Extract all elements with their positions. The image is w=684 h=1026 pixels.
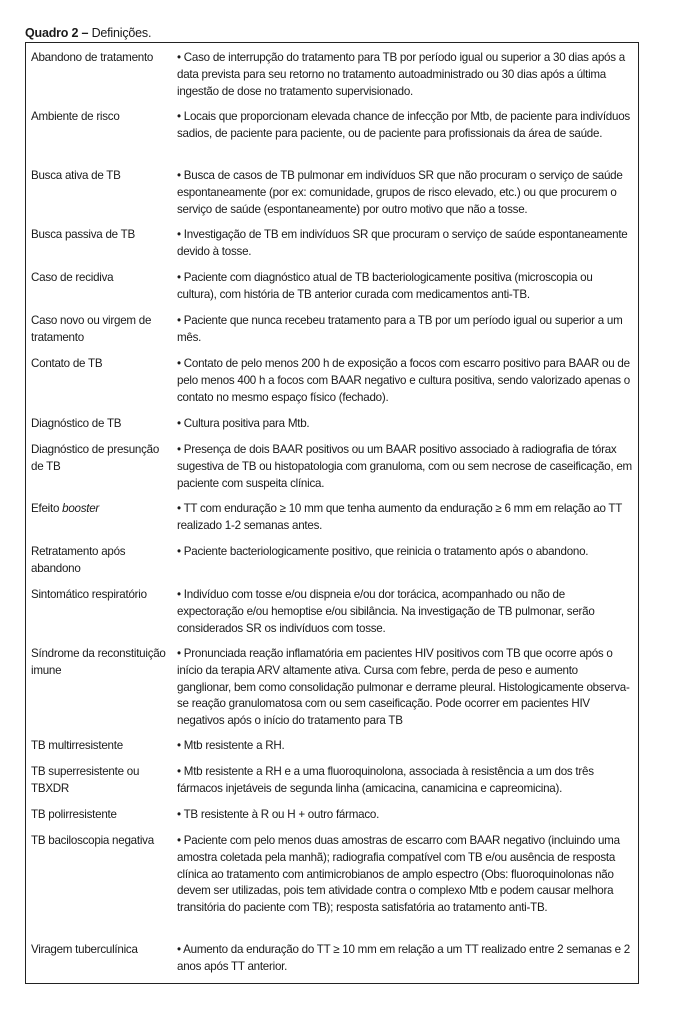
row-term: Contato de TB bbox=[31, 357, 103, 370]
table-row bbox=[26, 168, 638, 227]
table-row bbox=[26, 416, 638, 442]
row-term: Síndrome da reconstituição imune bbox=[31, 647, 166, 677]
row-term: Viragem tuberculínica bbox=[31, 943, 138, 956]
table-caption bbox=[25, 26, 151, 40]
table-row bbox=[26, 442, 638, 501]
row-definition: • Mtb resistente a RH. bbox=[177, 739, 285, 752]
table-row bbox=[26, 356, 638, 416]
row-term: Busca passiva de TB bbox=[31, 228, 135, 241]
table-row bbox=[26, 807, 638, 833]
row-term: Abandono de tratamento bbox=[31, 51, 154, 64]
row-term: Ambiente de risco bbox=[31, 110, 120, 123]
row-term: TB superresistente ou TBXDR bbox=[31, 765, 140, 795]
row-definition: • Mtb resistente a RH e a uma fluoroquinolona, associada à resistência a um dos três fármacos injetáveis de segunda linha (amicacina, canamicina e capreomicina). bbox=[177, 765, 594, 795]
table-row bbox=[26, 109, 638, 168]
table-row bbox=[26, 50, 638, 109]
row-term: Busca ativa de TB bbox=[31, 169, 121, 182]
table-row bbox=[26, 833, 638, 942]
table-row bbox=[26, 942, 638, 982]
row-definition: • Contato de pelo menos 200 h de exposição a focos com escarro positivo para BAAR ou de pelo menos 400 h a focos com BAAR negativo e cultura positiva, sendo valorizado apenas o contato no mesmo espaço físico (fechado). bbox=[177, 357, 630, 404]
row-term: TB baciloscopia negativa bbox=[31, 834, 154, 847]
row-definition: • Pronunciada reação inflamatória em pacientes HIV positivos com TB que ocorre após o início da terapia ARV altamente ativa. Cursa com febre, perda de peso e aumento ganglionar, bem como consolidação pulmonar e derrame pleural. Histologicamente observa-se reação granulomatosa com ou sem caseificação. Pode ocorrer em pacientes HIV negativos após o início do tratamento para TB bbox=[177, 647, 630, 728]
row-definition: • Caso de interrupção do tratamento para TB por período igual ou superior a 30 dias após a data prevista para seu retorno no tratamento autoadministrado ou 30 dias após a última ingestão de dose no tratamento supervisionado. bbox=[177, 51, 625, 98]
table-row bbox=[26, 501, 638, 544]
row-term: Diagnóstico de TB bbox=[31, 417, 122, 430]
row-term: Caso novo ou virgem de tratamento bbox=[31, 314, 152, 344]
row-definition: • Paciente que nunca recebeu tratamento para a TB por um período igual ou superior a um mês. bbox=[177, 314, 623, 344]
row-term: Retratamento após abandono bbox=[31, 545, 126, 575]
row-definition: • Indivíduo com tosse e/ou dispneia e/ou dor torácica, acompanhado ou não de expectoração e/ou hemoptise e/ou sibilância. Na investigação de TB pulmonar, serão considerados SR os indivíduos com tosse. bbox=[177, 588, 595, 635]
table-row bbox=[26, 738, 638, 764]
table-row bbox=[26, 544, 638, 587]
row-definition: • Paciente com diagnóstico atual de TB bacteriologicamente positiva (microscopia ou cultura), com história de TB anterior curada com medicamentos anti-TB. bbox=[177, 271, 593, 301]
row-definition: • Paciente bacteriologicamente positivo, que reinicia o tratamento após o abandono. bbox=[177, 545, 589, 558]
caption-title: Definições. bbox=[91, 26, 152, 40]
row-definition: • Busca de casos de TB pulmonar em indivíduos SR que não procuram o serviço de saúde espontaneamente (por ex: comunidade, grupos de risco elevado, etc.) ou que procurem o serviço de saúde (espontaneamente) por outro motivo que não a tosse. bbox=[177, 169, 623, 216]
row-term: Diagnóstico de presunção de TB bbox=[31, 443, 160, 473]
caption-label: Quadro 2 – bbox=[25, 26, 89, 40]
term-prefix: Efeito bbox=[31, 502, 63, 515]
row-term: TB multirresistente bbox=[31, 739, 123, 752]
table-row bbox=[26, 313, 638, 356]
row-definition: • TT com enduração ≥ 10 mm que tenha aumento da enduração ≥ 6 mm em relação ao TT realizado 1-2 semanas antes. bbox=[177, 502, 622, 532]
row-term: TB polirresistente bbox=[31, 808, 117, 821]
table-row bbox=[26, 587, 638, 646]
row-term: Sintomático respiratório bbox=[31, 588, 147, 601]
row-definition: • Cultura positiva para Mtb. bbox=[177, 417, 310, 430]
table-row bbox=[26, 646, 638, 738]
row-definition: • Locais que proporcionam elevada chance de infecção por Mtb, de paciente para indivíduos sadios, de paciente para paciente, ou de paciente para profissionais da área de saúde. bbox=[177, 110, 630, 140]
row-term bbox=[26, 501, 177, 544]
row-definition: • Paciente com pelo menos duas amostras de escarro com BAAR negativo (incluindo uma amostra coletada pela manhã); radiografia compatível com TB e/ou ausência de resposta clínica ao tratamento com antimicrobianos de amplo espectro (Obs: fluoroquinolonas não devem ser utilizadas, pois tem atividade contra o complexo Mtb e podem causar melhora transitória do paciente com TB); resposta satisfatória ao tratamento anti-TB. bbox=[177, 834, 620, 915]
row-definition: • TB resistente à R ou H + outro fármaco. bbox=[177, 808, 380, 821]
row-definition: • Presença de dois BAAR positivos ou um BAAR positivo associado à radiografia de tórax sugestiva de TB ou histopatologia com granuloma, com ou sem necrose de caseificação, em paciente com suspeita clínica. bbox=[177, 443, 632, 490]
term-italic: booster bbox=[62, 502, 100, 515]
row-definition: • Investigação de TB em indivíduos SR que procuram o serviço de saúde espontaneamente devido à tosse. bbox=[177, 228, 628, 258]
table-row bbox=[26, 270, 638, 313]
row-term: Caso de recidiva bbox=[31, 271, 114, 284]
table-row bbox=[26, 227, 638, 270]
row-definition: • Aumento da enduração do TT ≥ 10 mm em relação a um TT realizado entre 2 semanas e 2 anos após TT anterior. bbox=[177, 943, 630, 973]
definitions-table bbox=[25, 42, 639, 984]
table-row bbox=[26, 764, 638, 807]
